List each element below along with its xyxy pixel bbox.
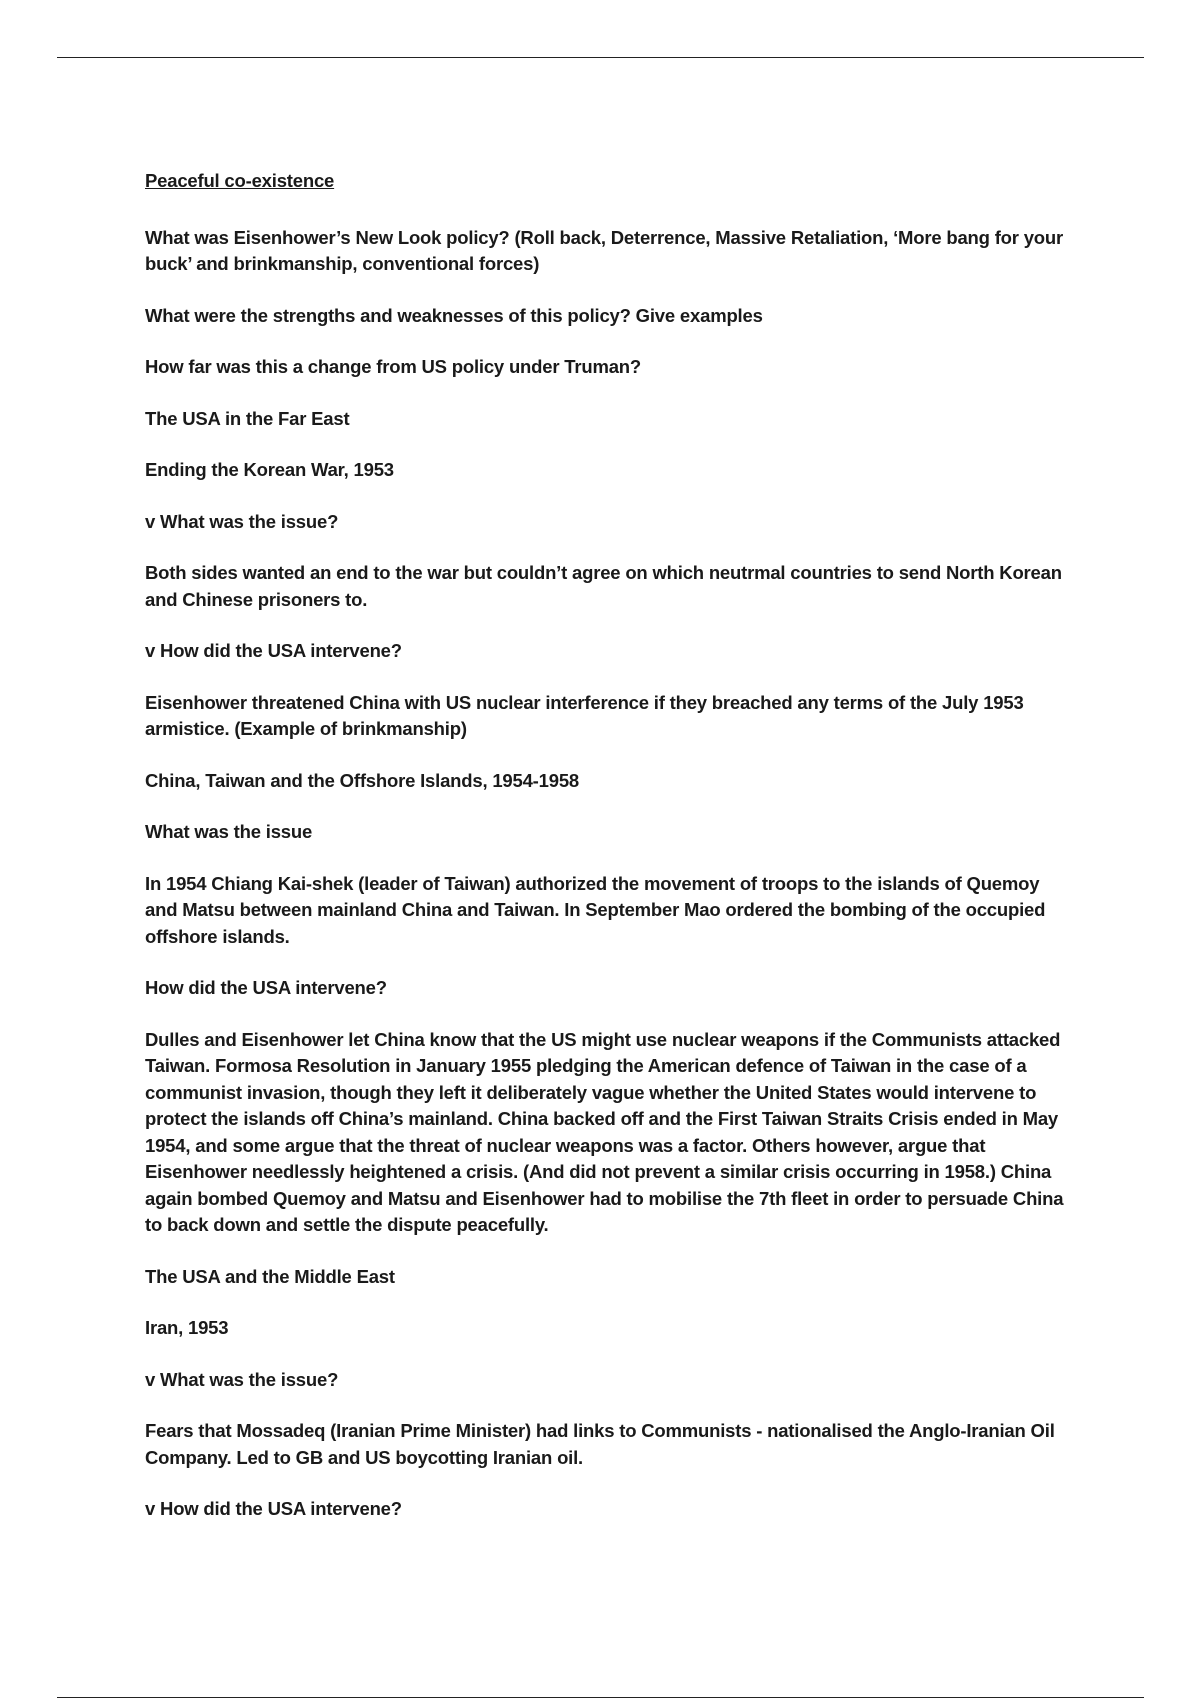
- answer-intervene-korea: Eisenhower threatened China with US nuclear interference if they breached any terms of the July 1953 armistice. (Example of brinkmanship): [145, 691, 1024, 739]
- section-heading-far-east: The USA in the Far East: [145, 407, 350, 429]
- subheading-iran: Iran, 1953: [145, 1317, 229, 1338]
- bullet-issue-korea: v What was the issue?: [145, 510, 339, 532]
- answer-intervene-taiwan: Dulles and Eisenhower let China know that the US might use nuclear weapons if the Communists attacked Taiwan. Formosa Resolution in January 1955 pledging the American defence of Taiwan in the case of a communist invasion, though they left it deliberately vague whether the United States would intervene to protect the islands off China’s mainland. China backed off and the First Taiwan Straits Crisis ended in May 1954, and some argue that the threat of nuclear weapons was a factor. Others however, argue that Eisenhower needlessly heightened a crisis. (And did not prevent a similar crisis occurring in 1958.) China again bombed Quemoy and Matsu and Eisenhower had to mobilise the 7th fleet in order to persuade China to back down and settle the dispute peacefully.: [145, 1028, 1064, 1235]
- question-strengths: What were the strengths and weaknesses of this policy? Give examples: [145, 304, 763, 326]
- subheading-taiwan: China, Taiwan and the Offshore Islands, 1954-1958: [145, 769, 579, 791]
- document-body: [145, 168, 1070, 1548]
- bullet-intervene-iran: v How did the USA intervene?: [145, 1498, 402, 1519]
- section-heading-middle-east: The USA and the Middle East: [145, 1265, 395, 1287]
- question-new-look: What was Eisenhower’s New Look policy? (Roll back, Deterrence, Massive Retaliation, ‘More bang for your buck’ and brinkmanship, conventional forces): [145, 226, 1063, 274]
- answer-issue-taiwan: In 1954 Chiang Kai-shek (leader of Taiwan) authorized the movement of troops to the islands of Quemoy and Matsu between mainland China and Taiwan. In September Mao ordered the bombing of the occupied offshore islands.: [145, 872, 1046, 947]
- answer-issue-iran: Fears that Mossadeq (Iranian Prime Minister) had links to Communists - nationalised the Anglo-Iranian Oil Company. Led to GB and US boycotting Iranian oil.: [145, 1420, 1055, 1468]
- top-rule: [57, 57, 1144, 58]
- bottom-rule: [57, 1697, 1144, 1698]
- answer-issue-korea: Both sides wanted an end to the war but couldn’t agree on which neutrmal countries to send North Korean and Chinese prisoners to.: [145, 562, 1062, 610]
- question-issue-taiwan: What was the issue: [145, 821, 313, 842]
- document-title: Peaceful co-existence: [145, 170, 335, 191]
- question-intervene-taiwan: How did the USA intervene?: [145, 977, 387, 998]
- bullet-issue-iran: v What was the issue?: [145, 1368, 339, 1390]
- bullet-intervene-korea: v How did the USA intervene?: [145, 640, 402, 661]
- subheading-korean-war: Ending the Korean War, 1953: [145, 459, 394, 480]
- question-change-truman: How far was this a change from US policy under Truman?: [145, 356, 641, 377]
